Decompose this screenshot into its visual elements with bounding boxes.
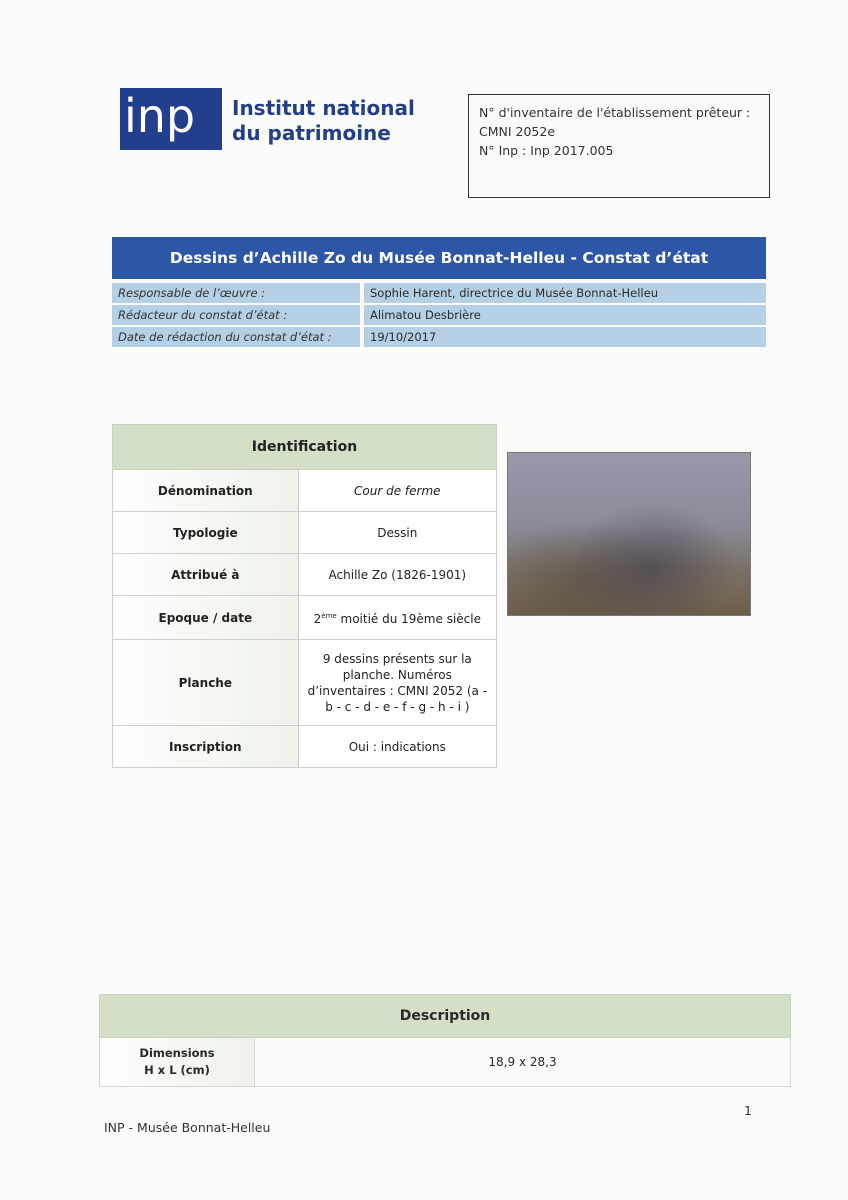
dimensions-label	[100, 1038, 255, 1087]
dimensions-label-line-2: H x L (cm)	[144, 1063, 210, 1077]
table-row	[100, 1038, 791, 1087]
row-label: Epoque / date	[113, 596, 299, 640]
meta-value: Sophie Harent, directrice du Musée Bonnat-Helleu	[364, 283, 766, 304]
inventory-line-2: CMNI 2052e	[479, 124, 556, 139]
meta-label: Responsable de l’œuvre :	[112, 283, 360, 304]
table-row	[113, 512, 497, 554]
inp-logo-mark: inp	[120, 88, 222, 150]
meta-table	[112, 283, 766, 349]
row-label: Inscription	[113, 726, 299, 768]
meta-row	[112, 304, 766, 326]
meta-value: 19/10/2017	[364, 326, 766, 348]
document-title: Dessins d’Achille Zo du Musée Bonnat-Helleu - Constat d’état	[112, 237, 766, 279]
logo-line-2: du patrimoine	[232, 121, 391, 145]
footer-text: INP - Musée Bonnat-Helleu	[104, 1120, 271, 1135]
denomination-value: Cour de ferme	[354, 483, 441, 498]
row-value	[298, 596, 496, 640]
row-value: Achille Zo (1826-1901)	[298, 554, 496, 596]
table-row	[113, 640, 497, 726]
inp-logo-text	[232, 96, 415, 146]
table-row	[113, 470, 497, 512]
row-label: Planche	[113, 640, 299, 726]
inventory-box	[468, 94, 770, 198]
artwork-photo	[508, 453, 750, 615]
identification-title: Identification	[113, 425, 497, 470]
row-label: Dénomination	[113, 470, 299, 512]
table-row	[113, 554, 497, 596]
table-row	[113, 596, 497, 640]
meta-label: Rédacteur du constat d’état :	[112, 304, 360, 326]
table-row	[113, 726, 497, 768]
inventory-line-1: N° d'inventaire de l'établissement prêteur :	[479, 105, 751, 120]
logo-line-1: Institut national	[232, 96, 415, 120]
meta-row	[112, 326, 766, 348]
description-table	[99, 994, 791, 1087]
page-number: 1	[744, 1103, 752, 1118]
epoque-number: 2	[313, 612, 322, 626]
row-value: Oui : indications	[298, 726, 496, 768]
dimensions-value: 18,9 x 28,3	[255, 1038, 791, 1087]
identification-table	[112, 424, 497, 768]
epoque-text: moitié du 19ème siècle	[336, 612, 481, 626]
dimensions-label-line-1: Dimensions	[139, 1046, 215, 1060]
row-label: Typologie	[113, 512, 299, 554]
description-title: Description	[100, 995, 791, 1038]
epoque-sup: ème	[321, 612, 337, 620]
row-value: 9 dessins présents sur la planche. Numéros d’inventaires : CMNI 2052 (a - b - c - d - e - f - g - h - i )	[298, 640, 496, 726]
meta-row	[112, 283, 766, 304]
row-value: Dessin	[298, 512, 496, 554]
inventory-line-3: N° Inp : Inp 2017.005	[479, 143, 614, 158]
meta-value: Alimatou Desbrière	[364, 304, 766, 326]
row-value	[298, 470, 496, 512]
row-label: Attribué à	[113, 554, 299, 596]
meta-label: Date de rédaction du constat d’état :	[112, 326, 360, 348]
